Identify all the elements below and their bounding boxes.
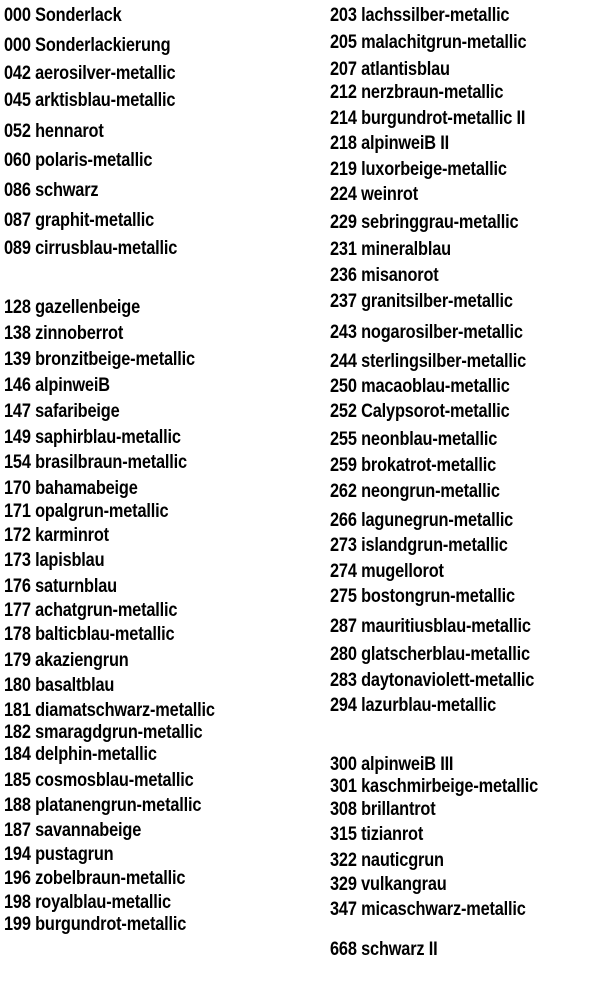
color-entry: 255 neonblau-metallic: [330, 429, 498, 450]
color-entry: 236 misanorot: [330, 265, 439, 286]
color-entry: 250 macaoblau-metallic: [330, 376, 510, 397]
color-entry: 177 achatgrun-metallic: [4, 600, 178, 621]
color-entry: 322 nauticgrun: [330, 850, 444, 871]
color-entry: 184 delphin-metallic: [4, 744, 157, 765]
color-entry: 212 nerzbraun-metallic: [330, 82, 504, 103]
color-entry: 171 opalgrun-metallic: [4, 501, 169, 522]
color-entry: 280 glatscherblau-metallic: [330, 644, 530, 665]
color-entry: 147 safaribeige: [4, 401, 120, 422]
color-entry: 266 lagunegrun-metallic: [330, 510, 514, 531]
color-entry: 205 malachitgrun-metallic: [330, 32, 527, 53]
color-entry: 329 vulkangrau: [330, 874, 447, 895]
color-entry: 176 saturnblau: [4, 576, 117, 597]
color-entry: 219 luxorbeige-metallic: [330, 159, 507, 180]
color-entry: 287 mauritiusblau-metallic: [330, 616, 531, 637]
color-entry: 259 brokatrot-metallic: [330, 455, 497, 476]
color-entry: 185 cosmosblau-metallic: [4, 770, 194, 791]
color-entry: 173 lapisblau: [4, 550, 105, 571]
color-entry: 224 weinrot: [330, 184, 419, 205]
color-entry: 252 Calypsorot-metallic: [330, 401, 510, 422]
color-entry: 274 mugellorot: [330, 561, 444, 582]
color-entry: 301 kaschmirbeige-metallic: [330, 776, 539, 797]
color-entry: 138 zinnoberrot: [4, 323, 124, 344]
color-entry: 203 lachssilber-metallic: [330, 5, 510, 26]
color-entry: 273 islandgrun-metallic: [330, 535, 508, 556]
color-entry: 207 atlantisblau: [330, 59, 450, 80]
color-entry: 231 mineralblau: [330, 239, 451, 260]
color-entry: 089 cirrusblau-metallic: [4, 238, 178, 259]
color-entry: 214 burgundrot-metallic II: [330, 108, 526, 129]
color-entry: 198 royalblau-metallic: [4, 892, 171, 913]
color-entry: 294 lazurblau-metallic: [330, 695, 497, 716]
color-entry: 283 daytonaviolett-metallic: [330, 670, 535, 691]
color-entry: 042 aerosilver-metallic: [4, 63, 176, 84]
color-entry: 229 sebringgrau-metallic: [330, 212, 519, 233]
color-entry: 218 alpinweiB II: [330, 133, 449, 154]
color-entry: 178 balticblau-metallic: [4, 624, 175, 645]
color-entry: 262 neongrun-metallic: [330, 481, 500, 502]
color-entry: 347 micaschwarz-metallic: [330, 899, 526, 920]
color-entry: 194 pustagrun: [4, 844, 114, 865]
color-entry: 199 burgundrot-metallic: [4, 914, 187, 935]
color-entry: 128 gazellenbeige: [4, 297, 141, 318]
color-entry: 182 smaragdgrun-metallic: [4, 722, 203, 743]
color-entry: 315 tizianrot: [330, 824, 424, 845]
color-entry: 172 karminrot: [4, 525, 109, 546]
color-entry: 300 alpinweiB III: [330, 754, 454, 775]
color-entry: 275 bostongrun-metallic: [330, 586, 515, 607]
color-entry: 045 arktisblau-metallic: [4, 90, 176, 111]
color-entry: 196 zobelbraun-metallic: [4, 868, 186, 889]
color-entry: 243 nogarosilber-metallic: [330, 322, 523, 343]
color-entry: 308 brillantrot: [330, 799, 436, 820]
color-entry: 000 Sonderlackierung: [4, 35, 171, 56]
color-entry: 060 polaris-metallic: [4, 150, 153, 171]
color-entry: 086 schwarz: [4, 180, 99, 201]
color-entry: 188 platanengrun-metallic: [4, 795, 202, 816]
color-entry: 154 brasilbraun-metallic: [4, 452, 187, 473]
color-entry: 244 sterlingsilber-metallic: [330, 351, 527, 372]
color-entry: 087 graphit-metallic: [4, 210, 155, 231]
color-entry: 187 savannabeige: [4, 820, 142, 841]
color-entry: 052 hennarot: [4, 121, 104, 142]
color-entry: 237 granitsilber-metallic: [330, 291, 513, 312]
color-entry: 180 basaltblau: [4, 675, 115, 696]
color-entry: 149 saphirblau-metallic: [4, 427, 181, 448]
color-entry: 000 Sonderlack: [4, 5, 122, 26]
color-entry: 179 akaziengrun: [4, 650, 129, 671]
color-entry: 170 bahamabeige: [4, 478, 138, 499]
color-entry: 139 bronzitbeige-metallic: [4, 349, 195, 370]
color-entry: 146 alpinweiB: [4, 375, 110, 396]
color-entry: 181 diamatschwarz-metallic: [4, 700, 215, 721]
color-entry: 668 schwarz II: [330, 939, 438, 960]
